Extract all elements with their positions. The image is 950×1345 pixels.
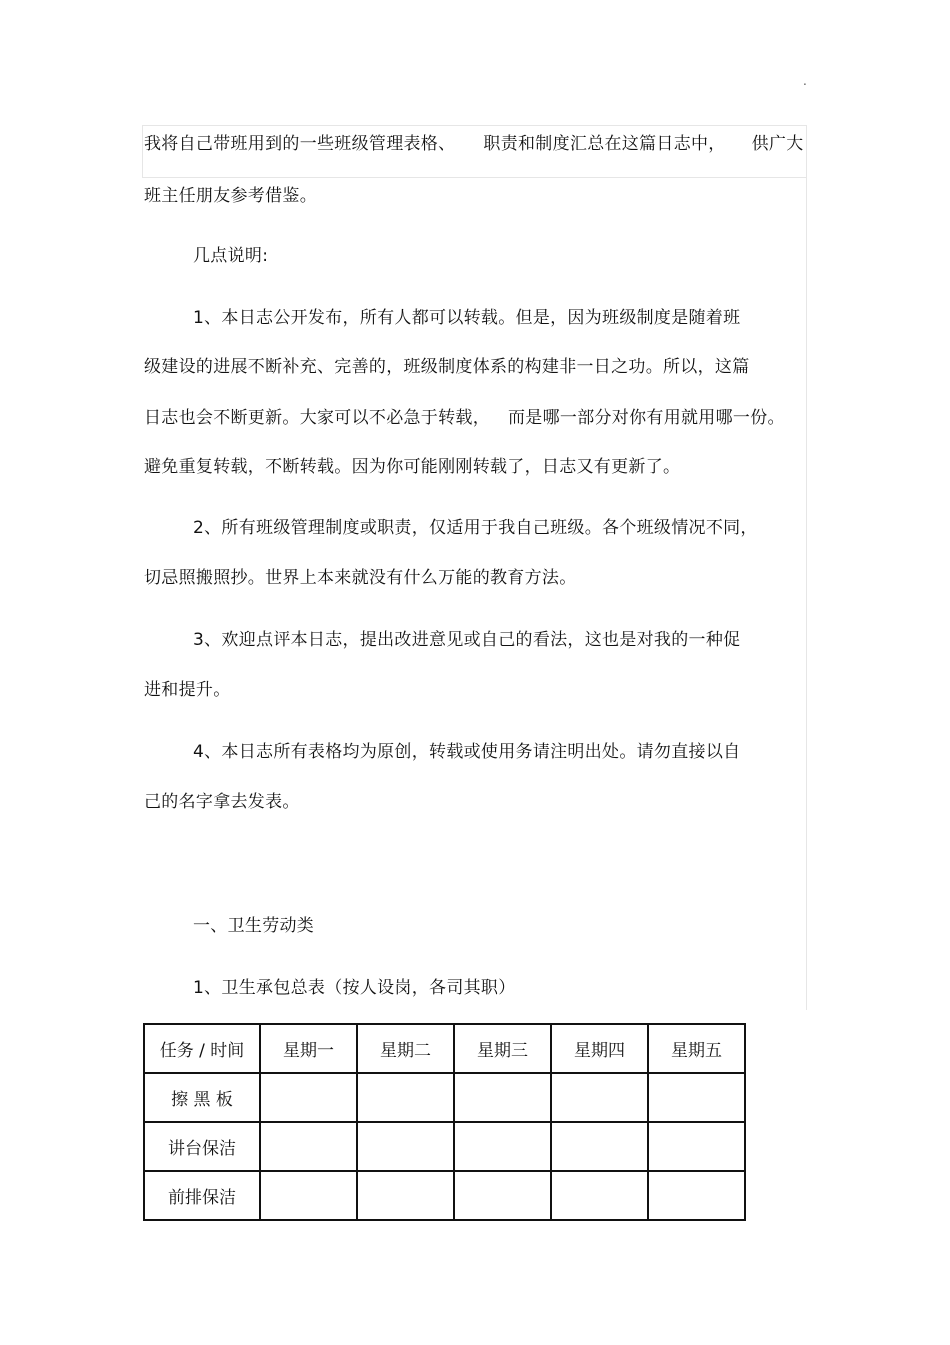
table-header-cell: 星期三 (454, 1024, 551, 1073)
table-cell (648, 1073, 745, 1122)
table-row-label: 讲台保洁 (144, 1122, 260, 1171)
intro-text: 职责和制度汇总在这篇日志中， (483, 134, 726, 154)
table-cell (260, 1122, 357, 1171)
table-cell (357, 1073, 454, 1122)
table-header-cell: 星期五 (648, 1024, 745, 1073)
table-header-cell: 星期二 (357, 1024, 454, 1073)
frame-line (142, 125, 143, 177)
table-header-row (144, 1024, 745, 1073)
table-header-cell: 任务 / 时间 (144, 1024, 260, 1073)
note-4-line-2: 己的名字拿去发表。 (144, 792, 300, 812)
frame-line (142, 125, 806, 126)
note-text: 而是哪一部分对你有用就用哪一份。 (508, 408, 785, 428)
page-mark: . (803, 74, 807, 88)
table-row-label: 前排保洁 (144, 1171, 260, 1220)
table-cell (454, 1122, 551, 1171)
intro-line-2: 班主任朋友参考借鉴。 (144, 186, 317, 206)
section-title: 一、卫生劳动类 (193, 916, 315, 936)
note-2-line-2: 切忌照搬照抄。世界上本来就没有什么万能的教育方法。 (144, 568, 577, 588)
table-cell (357, 1122, 454, 1171)
intro-text: 我将自己带班用到的一些班级管理表格、 (144, 134, 456, 154)
table-cell (260, 1171, 357, 1220)
table-header-cell: 星期一 (260, 1024, 357, 1073)
note-4-line-1: 4、本日志所有表格均为原创，转载或使用务请注明出处。请勿直接以自 (193, 742, 741, 762)
note-1-line-3 (144, 407, 785, 429)
frame-line (806, 125, 807, 1010)
duty-table (143, 1023, 746, 1221)
note-2-line-1: 2、所有班级管理制度或职责，仅适用于我自己班级。各个班级情况不同， (193, 518, 758, 538)
note-1-line-1: 1、本日志公开发布，所有人都可以转载。但是，因为班级制度是随着班 (193, 308, 741, 328)
table-cell (454, 1073, 551, 1122)
table-cell (648, 1122, 745, 1171)
note-1-line-4: 避免重复转载，不断转载。因为你可能刚刚转载了，日志又有更新了。 (144, 457, 681, 477)
note-3-line-1: 3、欢迎点评本日志，提出改进意见或自己的看法，这也是对我的一种促 (193, 630, 741, 650)
notes-title: 几点说明: (193, 246, 269, 266)
table-cell (551, 1171, 648, 1220)
note-text: 日志也会不断更新。大家可以不必急于转载， (144, 408, 490, 428)
intro-line-1 (144, 133, 804, 155)
table-title: 1、卫生承包总表（按人设岗，各司其职） (193, 978, 516, 998)
frame-line (142, 177, 806, 178)
table-cell (357, 1171, 454, 1220)
table-row (144, 1171, 745, 1220)
intro-text: 供广大 (751, 134, 804, 154)
table-cell (454, 1171, 551, 1220)
table-cell (260, 1073, 357, 1122)
table-cell (648, 1171, 745, 1220)
table-cell (551, 1073, 648, 1122)
note-3-line-2: 进和提升。 (144, 680, 231, 700)
table-row (144, 1073, 745, 1122)
table-header-cell: 星期四 (551, 1024, 648, 1073)
table-cell (551, 1122, 648, 1171)
note-1-line-2: 级建设的进展不断补充、完善的，班级制度体系的构建非一日之功。所以，这篇 (144, 357, 750, 377)
table-row (144, 1122, 745, 1171)
table-row-label: 擦 黑 板 (144, 1073, 260, 1122)
